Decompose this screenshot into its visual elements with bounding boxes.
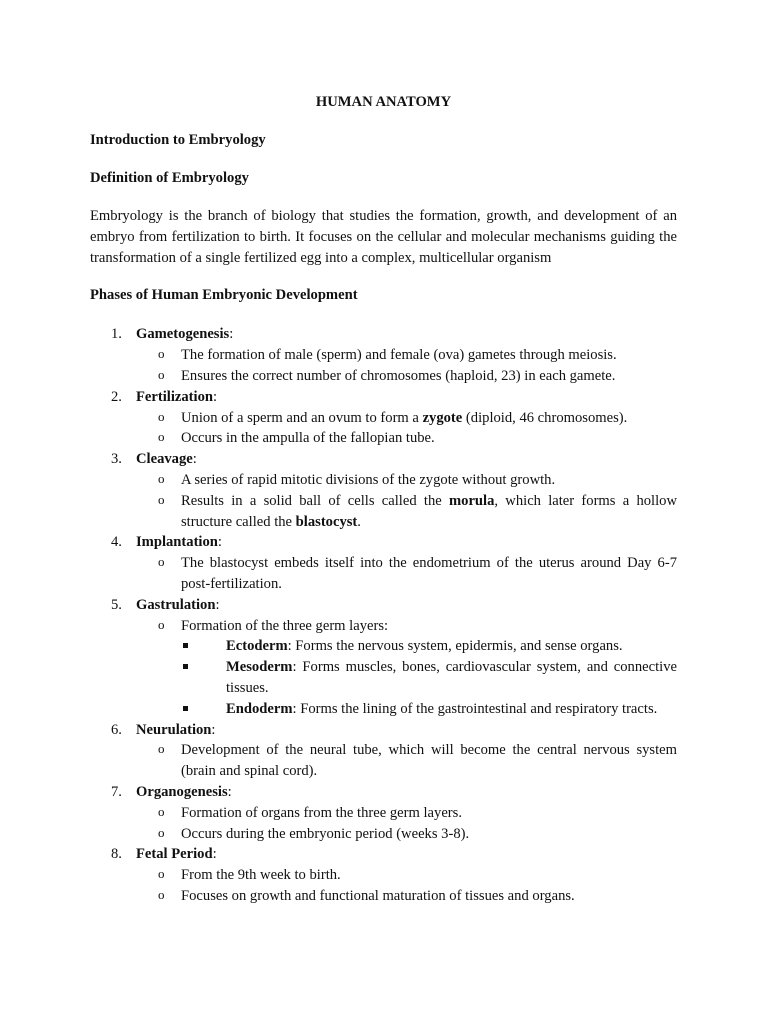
hollow-bullet-icon: o [158, 741, 165, 757]
phase-term-colon: : [229, 326, 234, 343]
hollow-bullet-icon: o [158, 616, 165, 632]
phase-number: 3. [111, 451, 122, 468]
germ-layer-item [181, 657, 677, 699]
detail-item [136, 470, 677, 491]
germ-layer-text: : Forms the lining of the gastrointestinal and respiratory tracts. [292, 700, 658, 717]
hollow-bullet-icon: o [158, 824, 165, 840]
definition-paragraph: Embryology is the branch of biology that studies the formation, growth, and development of an embryo from fertilization to birth. It focuses on the cellular and molecular mechanisms guiding the transformation of a single fertilized egg into a complex, multicellular organism [90, 208, 677, 266]
detail-item [136, 824, 677, 845]
detail-item [136, 366, 677, 387]
phase-number: 4. [111, 534, 122, 551]
phase-term: Cleavage [136, 451, 193, 468]
phase-number: 2. [111, 388, 122, 405]
detail-text: Occurs in the ampulla of the fallopian tube. [181, 430, 435, 447]
phase-details [136, 865, 677, 907]
detail-item [136, 408, 677, 429]
phase-term: Gastrulation [136, 596, 216, 613]
phase-number: 1. [111, 326, 122, 343]
hollow-bullet-icon: o [158, 886, 165, 902]
phase-number: 8. [111, 846, 122, 863]
hollow-bullet-icon: o [158, 554, 165, 570]
phase-term-colon: : [213, 388, 218, 405]
detail-item [136, 886, 677, 907]
detail-text: (diploid, 46 chromosomes). [462, 409, 628, 426]
detail-text: Ensures the correct number of chromosomes (haploid, 23) in each gamete. [181, 367, 616, 384]
phase-term: Implantation [136, 534, 218, 551]
phase-item [90, 720, 677, 782]
germ-layer-item [181, 699, 677, 720]
section-heading: Introduction to Embryology [90, 132, 266, 148]
phase-item [90, 844, 677, 906]
phase-item [90, 782, 677, 844]
detail-text: From the 9th week to birth. [181, 867, 341, 884]
detail-item [136, 803, 677, 824]
bold-term: blastocyst [295, 513, 358, 530]
detail-text: Focuses on growth and functional maturation of tissues and organs. [181, 887, 575, 904]
detail-item [136, 428, 677, 449]
detail-text: Development of the neural tube, which will become the central nervous system (brain and spinal cord). [181, 742, 677, 780]
germ-layer-item [181, 636, 677, 657]
phase-term-colon: : [211, 721, 216, 738]
phase-item [90, 449, 677, 532]
phase-details [136, 616, 677, 720]
phase-details [136, 740, 677, 782]
detail-text: Occurs during the embryonic period (weeks 3-8). [181, 825, 470, 842]
square-bullet-icon [183, 664, 188, 669]
phase-term: Fetal Period [136, 846, 213, 863]
phase-number: 7. [111, 783, 122, 800]
detail-item [136, 345, 677, 366]
bold-term: morula [448, 492, 495, 509]
detail-item [136, 616, 677, 720]
detail-text: Results in a solid ball of cells called the [181, 492, 449, 509]
phase-term-colon: : [215, 596, 220, 613]
hollow-bullet-icon: o [158, 429, 165, 445]
bold-term: zygote [422, 409, 463, 426]
document-title: HUMAN ANATOMY [315, 94, 452, 110]
germ-layer-text: : Forms the nervous system, epidermis, and sense organs. [287, 638, 623, 655]
phases-heading: Phases of Human Embryonic Development [90, 287, 358, 304]
phase-details [136, 408, 677, 450]
germ-layer-term: Endoderm [226, 700, 293, 717]
detail-text: Formation of the three germ layers: [181, 617, 389, 634]
definition-heading: Definition of Embryology [90, 170, 249, 186]
square-bullet-icon [183, 643, 188, 648]
phase-details [136, 345, 677, 387]
detail-text: Formation of organs from the three germ layers. [181, 804, 462, 821]
phases-list [90, 324, 677, 906]
square-bullet-icon [183, 706, 188, 711]
detail-text: The formation of male (sperm) and female (ova) gametes through meiosis. [181, 347, 617, 364]
phase-term-colon: : [217, 534, 222, 551]
phase-term: Gametogenesis [136, 326, 230, 343]
detail-text: A series of rapid mitotic divisions of the zygote without growth. [181, 471, 556, 488]
germ-layer-term: Ectoderm [226, 638, 288, 655]
hollow-bullet-icon: o [158, 803, 165, 819]
phase-term-colon: : [192, 451, 197, 468]
phase-item [90, 387, 677, 449]
phase-item [90, 595, 677, 720]
germ-layers-list [181, 636, 677, 719]
phase-details [136, 553, 677, 595]
hollow-bullet-icon: o [158, 366, 165, 382]
hollow-bullet-icon: o [158, 408, 165, 424]
germ-layer-term: Mesoderm [226, 659, 293, 676]
phase-term-colon: : [227, 783, 232, 800]
hollow-bullet-icon: o [158, 491, 165, 507]
phase-term: Fertilization [136, 388, 213, 405]
hollow-bullet-icon: o [158, 470, 165, 486]
detail-item [136, 553, 677, 595]
phase-term-colon: : [212, 846, 217, 863]
phase-number: 6. [111, 721, 122, 738]
germ-layer-text: : Forms muscles, bones, cardiovascular system, and connective tissues. [226, 659, 677, 696]
detail-text: Union of a sperm and an ovum to form a [181, 409, 423, 426]
hollow-bullet-icon: o [158, 866, 165, 882]
hollow-bullet-icon: o [158, 346, 165, 362]
detail-text: , which later forms a hollow structure called the [181, 492, 677, 530]
phase-number: 5. [111, 596, 122, 613]
detail-item [136, 740, 677, 782]
phase-item [90, 532, 677, 594]
detail-text: The blastocyst embeds itself into the endometrium of the uterus around Day 6-7 post-fertilization. [181, 555, 677, 592]
phase-item [90, 324, 677, 386]
detail-item [136, 865, 677, 886]
detail-item [136, 491, 677, 533]
detail-text: . [357, 513, 361, 530]
phase-details [136, 470, 677, 532]
phase-term: Neurulation [136, 721, 212, 738]
phase-details [136, 803, 677, 845]
phase-term: Organogenesis [136, 783, 228, 800]
